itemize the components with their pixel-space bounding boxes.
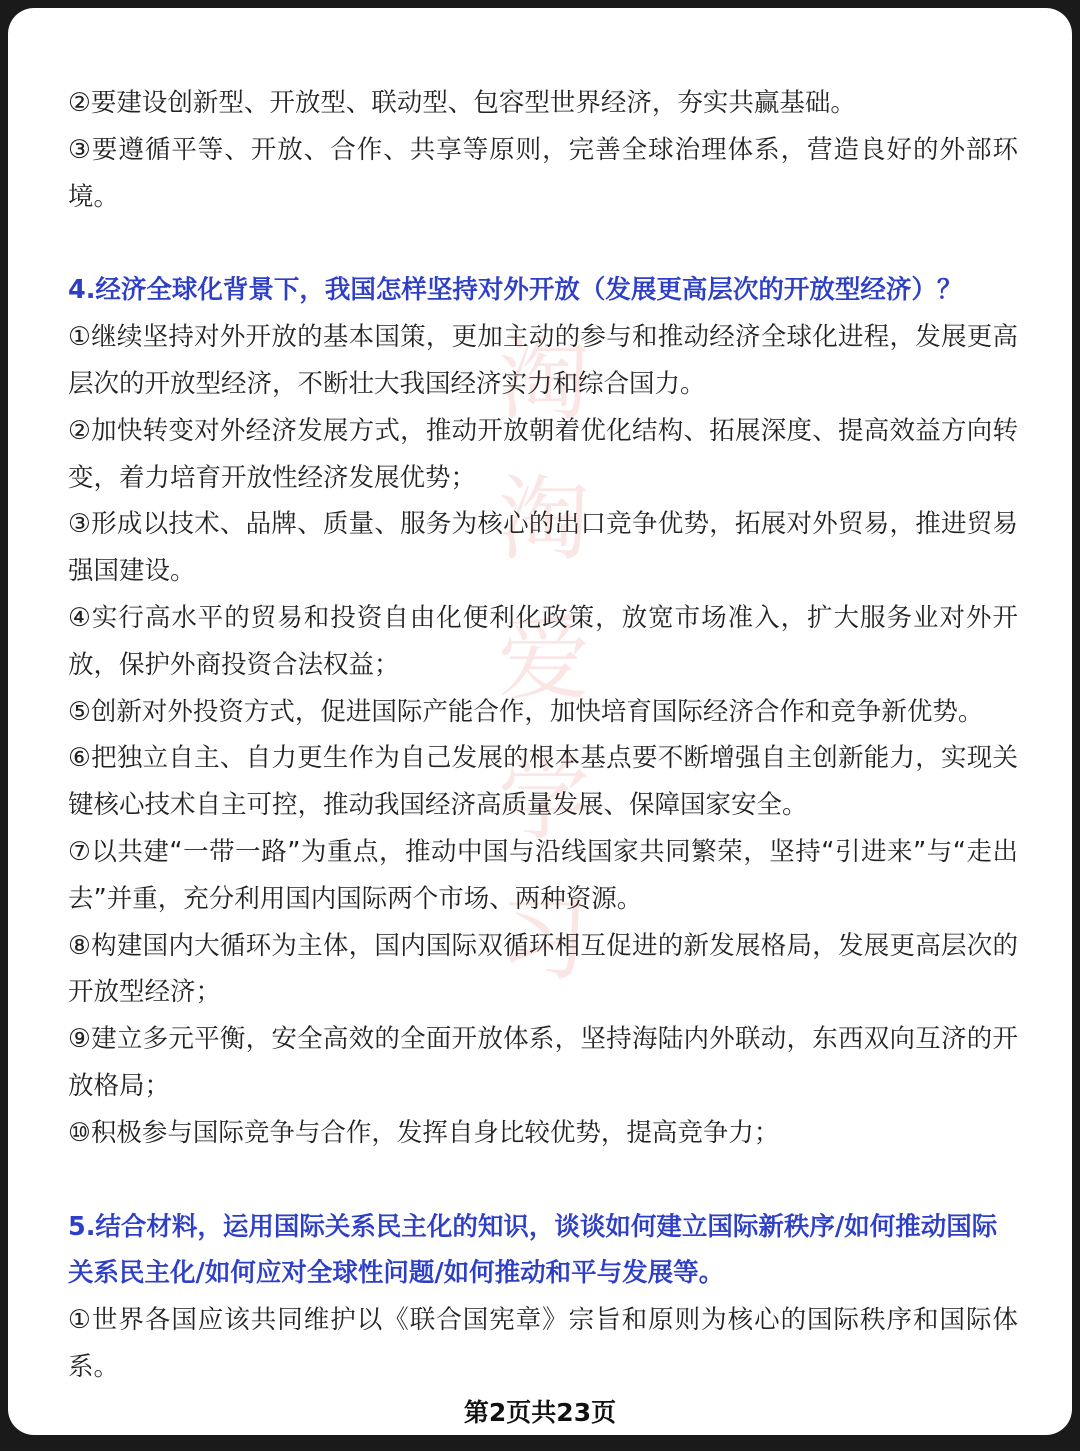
watermark-char: 淘 [497,466,590,573]
page-number: 第2页共23页 [463,1398,617,1427]
watermark-char: 学 [497,746,590,853]
document-page [8,8,1072,1435]
list-item: ③形成以技术、品牌、质量、服务为核心的出口竞争优势，拓展对外贸易，推进贸易强国建设。 [68,509,1018,587]
list-item: ⑥把独立自主、自力更生作为自己发展的根本基点要不断增强自主创新能力，实现关键核心技术自主可控，推动我国经济高质量发展、保障国家安全。 [68,743,1018,821]
document-body [68,80,1018,1391]
watermark-char: 习 [497,886,590,993]
list-item: ③要遵循平等、开放、合作、共享等原则，完善全球治理体系，营造良好的外部环境。 [68,134,1018,212]
watermark-char: 淘 [497,326,590,433]
list-item: ⑧构建国内大循环为主体，国内国际双循环相互促进的新发展格局，发展更高层次的开放型经济； [68,930,1018,1008]
section-5-heading: 5.结合材料，运用国际关系民主化的知识，谈谈如何建立国际新秩序/如何推动国际关系民主化/如何应对全球性问题/如何推动和平与发展等。 [68,1211,998,1289]
list-item: ②要建设创新型、开放型、联动型、包容型世界经济，夯实共赢基础。 [68,88,856,118]
section-4-heading: 4.经济全球化背景下，我国怎样坚持对外开放（发展更高层次的开放型经济）？ [68,275,963,306]
list-item: ①世界各国应该共同维护以《联合国宪章》宗旨和原则为核心的国际秩序和国际体系。 [68,1305,1018,1382]
list-item: ⑤创新对外投资方式，促进国际产能合作，加快培育国际经济合作和竞争新优势。 [68,696,984,727]
watermark-char: 爱 [497,606,590,713]
list-item: ⑨建立多元平衡，安全高效的全面开放体系，坚持海陆内外联动，东西双向互济的开放格局； [68,1024,1018,1101]
list-item: ①继续坚持对外开放的基本国策，更加主动的参与和推动经济全球化进程，发展更高层次的开放型经济，不断壮大我国经济实力和综合国力。 [68,322,1018,399]
list-item: ④实行高水平的贸易和投资自由化便利化政策，放宽市场准入，扩大服务业对外开放，保护外商投资合法权益； [68,602,1018,680]
list-item: ②加快转变对外经济发展方式，推动开放朝着优化结构、拓展深度、提高效益方向转变，着力培育开放性经济发展优势； [68,415,1018,493]
list-item: ⑦以共建“一带一路”为重点，推动中国与沿线国家共同繁荣，坚持“引进来”与“走出去”并重，充分利用国内国际两个市场、两种资源。 [68,836,1018,914]
list-item: ⑩积极参与国际竞争与合作，发挥自身比较优势，提高竞争力； [68,1117,780,1148]
